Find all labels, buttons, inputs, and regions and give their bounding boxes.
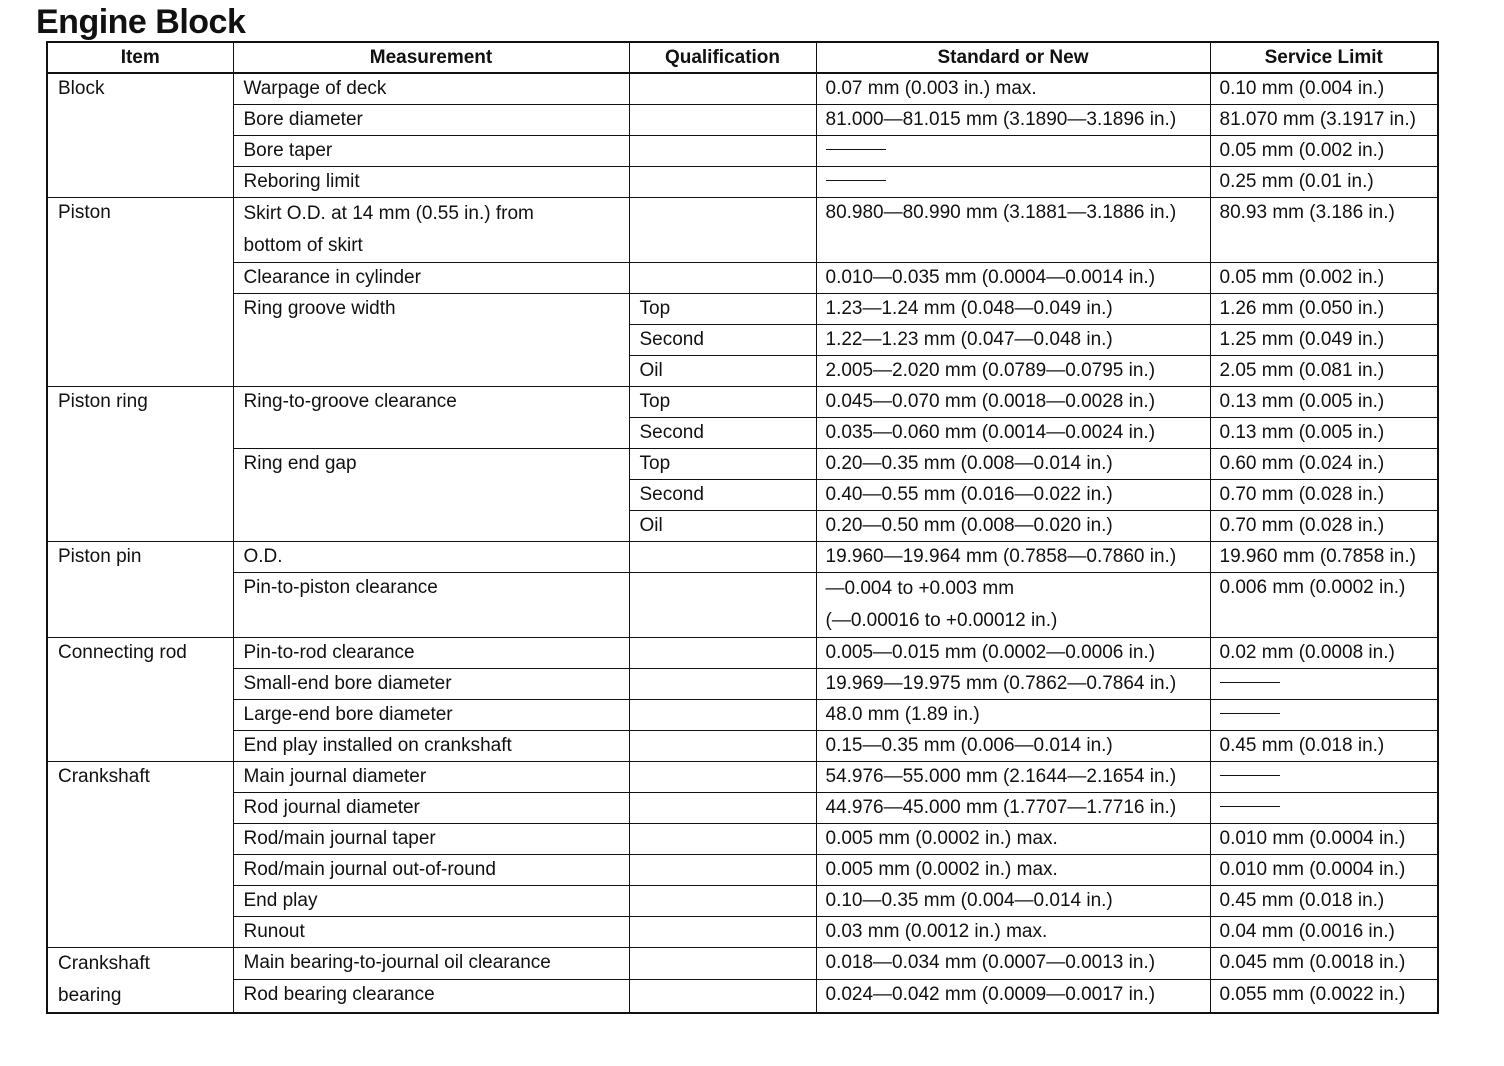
table-row bbox=[47, 917, 1438, 948]
standard-cell: 48.0 mm (1.89 in.) bbox=[816, 700, 1210, 731]
qualification-cell bbox=[629, 793, 816, 824]
standard-line: —0.004 to +0.003 mm bbox=[825, 578, 1015, 599]
limit-cell: 0.055 mm (0.0022 in.) bbox=[1210, 980, 1438, 1013]
standard-line: (—0.00016 to +0.00012 in.) bbox=[825, 610, 1058, 631]
limit-cell: 0.10 mm (0.004 in.) bbox=[1210, 73, 1438, 105]
table-row bbox=[47, 105, 1438, 136]
table-row bbox=[47, 449, 1438, 480]
measurement-cell: Ring groove width bbox=[233, 294, 629, 387]
qualification-cell bbox=[629, 136, 816, 167]
standard-cell: 0.20—0.50 mm (0.008—0.020 in.) bbox=[816, 511, 1210, 542]
table-row bbox=[47, 136, 1438, 167]
standard-cell: 80.980—80.990 mm (3.1881—3.1886 in.) bbox=[816, 198, 1210, 263]
standard-cell: 0.20—0.35 mm (0.008—0.014 in.) bbox=[816, 449, 1210, 480]
limit-cell: 0.45 mm (0.018 in.) bbox=[1210, 731, 1438, 762]
measurement-cell bbox=[233, 198, 629, 263]
header-measurement: Measurement bbox=[233, 42, 629, 73]
measurement-cell: Pin-to-rod clearance bbox=[233, 638, 629, 669]
standard-cell: 0.15—0.35 mm (0.006—0.014 in.) bbox=[816, 731, 1210, 762]
limit-cell bbox=[1210, 669, 1438, 700]
item-cell: Connecting rod bbox=[47, 638, 233, 762]
measurement-line: Skirt O.D. at 14 mm (0.55 in.) from bbox=[243, 203, 534, 224]
item-line: bearing bbox=[58, 985, 122, 1006]
measurement-cell: Rod bearing clearance bbox=[233, 980, 629, 1013]
item-cell: Crankshaft bbox=[47, 762, 233, 948]
not-applicable-dash bbox=[826, 180, 886, 181]
standard-cell bbox=[816, 573, 1210, 638]
standard-cell: 44.976—45.000 mm (1.7707—1.7716 in.) bbox=[816, 793, 1210, 824]
limit-cell: 0.05 mm (0.002 in.) bbox=[1210, 263, 1438, 294]
limit-cell: 81.070 mm (3.1917 in.) bbox=[1210, 105, 1438, 136]
header-row bbox=[47, 42, 1438, 73]
measurement-cell: Runout bbox=[233, 917, 629, 948]
limit-cell bbox=[1210, 700, 1438, 731]
qualification-cell: Oil bbox=[629, 511, 816, 542]
qualification-cell bbox=[629, 573, 816, 638]
table-row bbox=[47, 573, 1438, 638]
measurement-cell: End play installed on crankshaft bbox=[233, 731, 629, 762]
standard-cell: 54.976—55.000 mm (2.1644—2.1654 in.) bbox=[816, 762, 1210, 793]
header-service-limit: Service Limit bbox=[1210, 42, 1438, 73]
standard-cell: 1.23—1.24 mm (0.048—0.049 in.) bbox=[816, 294, 1210, 325]
limit-cell: 2.05 mm (0.081 in.) bbox=[1210, 356, 1438, 387]
qualification-cell bbox=[629, 948, 816, 980]
table-row bbox=[47, 387, 1438, 418]
header-qualification: Qualification bbox=[629, 42, 816, 73]
item-cell: Piston pin bbox=[47, 542, 233, 638]
not-applicable-dash bbox=[1220, 682, 1280, 683]
item-cell: Piston bbox=[47, 198, 233, 387]
limit-cell bbox=[1210, 793, 1438, 824]
table-row bbox=[47, 73, 1438, 105]
measurement-cell: Pin-to-piston clearance bbox=[233, 573, 629, 638]
standard-cell: 1.22—1.23 mm (0.047—0.048 in.) bbox=[816, 325, 1210, 356]
table-row bbox=[47, 263, 1438, 294]
measurement-cell: Large-end bore diameter bbox=[233, 700, 629, 731]
standard-cell: 0.40—0.55 mm (0.016—0.022 in.) bbox=[816, 480, 1210, 511]
qualification-cell bbox=[629, 198, 816, 263]
header-item: Item bbox=[47, 42, 233, 73]
measurement-cell: Small-end bore diameter bbox=[233, 669, 629, 700]
qualification-cell bbox=[629, 917, 816, 948]
table-row bbox=[47, 948, 1438, 980]
qualification-cell bbox=[629, 638, 816, 669]
table-row bbox=[47, 762, 1438, 793]
limit-cell: 0.02 mm (0.0008 in.) bbox=[1210, 638, 1438, 669]
qualification-cell bbox=[629, 855, 816, 886]
standard-cell: 0.005 mm (0.0002 in.) max. bbox=[816, 824, 1210, 855]
item-cell bbox=[47, 948, 233, 1014]
measurement-cell: Main journal diameter bbox=[233, 762, 629, 793]
not-applicable-dash bbox=[1220, 806, 1280, 807]
standard-cell: 0.10—0.35 mm (0.004—0.014 in.) bbox=[816, 886, 1210, 917]
standard-cell: 0.005—0.015 mm (0.0002—0.0006 in.) bbox=[816, 638, 1210, 669]
limit-cell: 0.25 mm (0.01 in.) bbox=[1210, 167, 1438, 198]
standard-cell: 0.07 mm (0.003 in.) max. bbox=[816, 73, 1210, 105]
measurement-cell: Ring end gap bbox=[233, 449, 629, 542]
limit-cell: 0.010 mm (0.0004 in.) bbox=[1210, 824, 1438, 855]
standard-cell: 0.03 mm (0.0012 in.) max. bbox=[816, 917, 1210, 948]
standard-cell bbox=[816, 167, 1210, 198]
standard-cell: 0.010—0.035 mm (0.0004—0.0014 in.) bbox=[816, 263, 1210, 294]
measurement-line: bottom of skirt bbox=[243, 235, 363, 256]
not-applicable-dash bbox=[826, 149, 886, 150]
limit-cell: 19.960 mm (0.7858 in.) bbox=[1210, 542, 1438, 573]
table-row bbox=[47, 542, 1438, 573]
table-row bbox=[47, 294, 1438, 325]
qualification-cell: Second bbox=[629, 418, 816, 449]
qualification-cell bbox=[629, 105, 816, 136]
item-line: Crankshaft bbox=[58, 953, 150, 974]
limit-cell: 0.45 mm (0.018 in.) bbox=[1210, 886, 1438, 917]
measurement-cell: O.D. bbox=[233, 542, 629, 573]
table-row bbox=[47, 824, 1438, 855]
not-applicable-dash bbox=[1220, 775, 1280, 776]
qualification-cell: Second bbox=[629, 325, 816, 356]
standard-cell: 0.005 mm (0.0002 in.) max. bbox=[816, 855, 1210, 886]
limit-cell: 1.25 mm (0.049 in.) bbox=[1210, 325, 1438, 356]
limit-cell: 0.70 mm (0.028 in.) bbox=[1210, 480, 1438, 511]
standard-cell: 0.045—0.070 mm (0.0018—0.0028 in.) bbox=[816, 387, 1210, 418]
measurement-cell: End play bbox=[233, 886, 629, 917]
standard-cell: 81.000—81.015 mm (3.1890—3.1896 in.) bbox=[816, 105, 1210, 136]
qualification-cell bbox=[629, 731, 816, 762]
limit-cell: 0.60 mm (0.024 in.) bbox=[1210, 449, 1438, 480]
standard-cell: 19.960—19.964 mm (0.7858—0.7860 in.) bbox=[816, 542, 1210, 573]
limit-cell: 0.13 mm (0.005 in.) bbox=[1210, 387, 1438, 418]
standard-cell bbox=[816, 136, 1210, 167]
limit-cell: 80.93 mm (3.186 in.) bbox=[1210, 198, 1438, 263]
qualification-cell bbox=[629, 762, 816, 793]
header-standard: Standard or New bbox=[816, 42, 1210, 73]
limit-cell: 0.05 mm (0.002 in.) bbox=[1210, 136, 1438, 167]
limit-cell: 0.13 mm (0.005 in.) bbox=[1210, 418, 1438, 449]
qualification-cell: Second bbox=[629, 480, 816, 511]
qualification-cell: Top bbox=[629, 294, 816, 325]
item-cell: Block bbox=[47, 73, 233, 198]
qualification-cell bbox=[629, 669, 816, 700]
table-row bbox=[47, 886, 1438, 917]
qualification-cell bbox=[629, 263, 816, 294]
qualification-cell: Top bbox=[629, 449, 816, 480]
qualification-cell bbox=[629, 886, 816, 917]
measurement-cell: Bore taper bbox=[233, 136, 629, 167]
table-row bbox=[47, 855, 1438, 886]
qualification-cell: Top bbox=[629, 387, 816, 418]
qualification-cell bbox=[629, 73, 816, 105]
limit-cell: 0.04 mm (0.0016 in.) bbox=[1210, 917, 1438, 948]
table-row bbox=[47, 198, 1438, 263]
table-row bbox=[47, 638, 1438, 669]
standard-cell: 19.969—19.975 mm (0.7862—0.7864 in.) bbox=[816, 669, 1210, 700]
table-row bbox=[47, 700, 1438, 731]
limit-cell: 1.26 mm (0.050 in.) bbox=[1210, 294, 1438, 325]
item-cell: Piston ring bbox=[47, 387, 233, 542]
table-row bbox=[47, 669, 1438, 700]
standard-cell: 0.018—0.034 mm (0.0007—0.0013 in.) bbox=[816, 948, 1210, 980]
table-row bbox=[47, 731, 1438, 762]
qualification-cell bbox=[629, 980, 816, 1013]
limit-cell: 0.045 mm (0.0018 in.) bbox=[1210, 948, 1438, 980]
limit-cell: 0.70 mm (0.028 in.) bbox=[1210, 511, 1438, 542]
qualification-cell bbox=[629, 700, 816, 731]
measurement-cell: Reboring limit bbox=[233, 167, 629, 198]
measurement-cell: Rod/main journal taper bbox=[233, 824, 629, 855]
limit-cell: 0.006 mm (0.0002 in.) bbox=[1210, 573, 1438, 638]
qualification-cell bbox=[629, 167, 816, 198]
not-applicable-dash bbox=[1220, 713, 1280, 714]
measurement-cell: Warpage of deck bbox=[233, 73, 629, 105]
engine-block-spec-table bbox=[46, 41, 1439, 1014]
limit-cell bbox=[1210, 762, 1438, 793]
qualification-cell bbox=[629, 542, 816, 573]
table-row bbox=[47, 167, 1438, 198]
measurement-cell: Ring-to-groove clearance bbox=[233, 387, 629, 449]
qualification-cell: Oil bbox=[629, 356, 816, 387]
standard-cell: 0.035—0.060 mm (0.0014—0.0024 in.) bbox=[816, 418, 1210, 449]
measurement-cell: Rod/main journal out-of-round bbox=[233, 855, 629, 886]
standard-cell: 0.024—0.042 mm (0.0009—0.0017 in.) bbox=[816, 980, 1210, 1013]
measurement-cell: Main bearing-to-journal oil clearance bbox=[233, 948, 629, 980]
measurement-cell: Clearance in cylinder bbox=[233, 263, 629, 294]
measurement-cell: Bore diameter bbox=[233, 105, 629, 136]
page-title: Engine Block bbox=[36, 3, 246, 41]
qualification-cell bbox=[629, 824, 816, 855]
table-row bbox=[47, 980, 1438, 1013]
table-row bbox=[47, 793, 1438, 824]
standard-cell: 2.005—2.020 mm (0.0789—0.0795 in.) bbox=[816, 356, 1210, 387]
measurement-cell: Rod journal diameter bbox=[233, 793, 629, 824]
limit-cell: 0.010 mm (0.0004 in.) bbox=[1210, 855, 1438, 886]
